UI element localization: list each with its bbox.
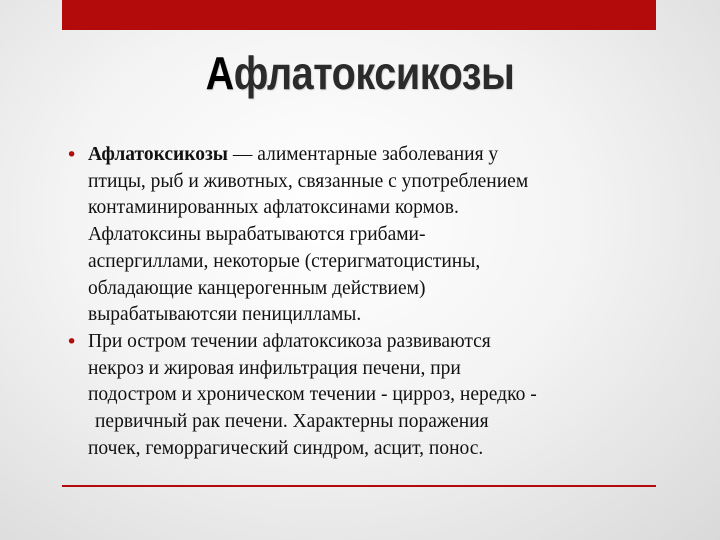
bullet-1-line-4: Афлатоксины вырабатываются грибами- (88, 224, 426, 246)
title-rest: флатоксикозы (233, 47, 515, 99)
top-accent-bar (62, 0, 656, 30)
bullet-item-1 (66, 142, 666, 329)
title-first-letter: А (205, 47, 234, 99)
slide-body (66, 142, 666, 462)
bullet-item-2 (66, 329, 666, 463)
bullet-1-line-6: обладающие канцерогенным действием) (88, 277, 426, 299)
bullet-1-term: Афлатоксикозы (88, 144, 229, 165)
bullet-2-line-3: подостром и хроническом течении - цирроз, нередко - (88, 384, 537, 406)
bullet-2-line-5: почек, геморрагический синдром, асцит, понос. (88, 437, 484, 459)
bullet-1-line-3: контаминированных афлатоксинами кормов. (88, 197, 459, 219)
bullet-icon: • (66, 330, 78, 353)
bullet-1-line-1: Афлатоксикозы — алиментарные заболевания у (88, 144, 499, 165)
bullet-1-line-7: вырабатываютсяи пеницилламы. (88, 304, 362, 326)
bottom-accent-rule (62, 485, 656, 487)
bullet-2-line-1: При остром течении афлатоксикоза развиваются (88, 330, 491, 352)
bullet-2-line-2: некроз и жировая инфильтрация печени, при (88, 357, 461, 379)
slide-title (50, 46, 669, 100)
bullet-2-line-4: первичный рак печени. Характерны поражения (95, 411, 489, 433)
bullet-icon: • (66, 144, 78, 166)
bullet-1-line-2: птицы, рыб и животных, связанные с употреблением (88, 170, 529, 192)
bullet-1-line-5: аспергиллами, некоторые (стеригматоцистины, (88, 250, 481, 272)
